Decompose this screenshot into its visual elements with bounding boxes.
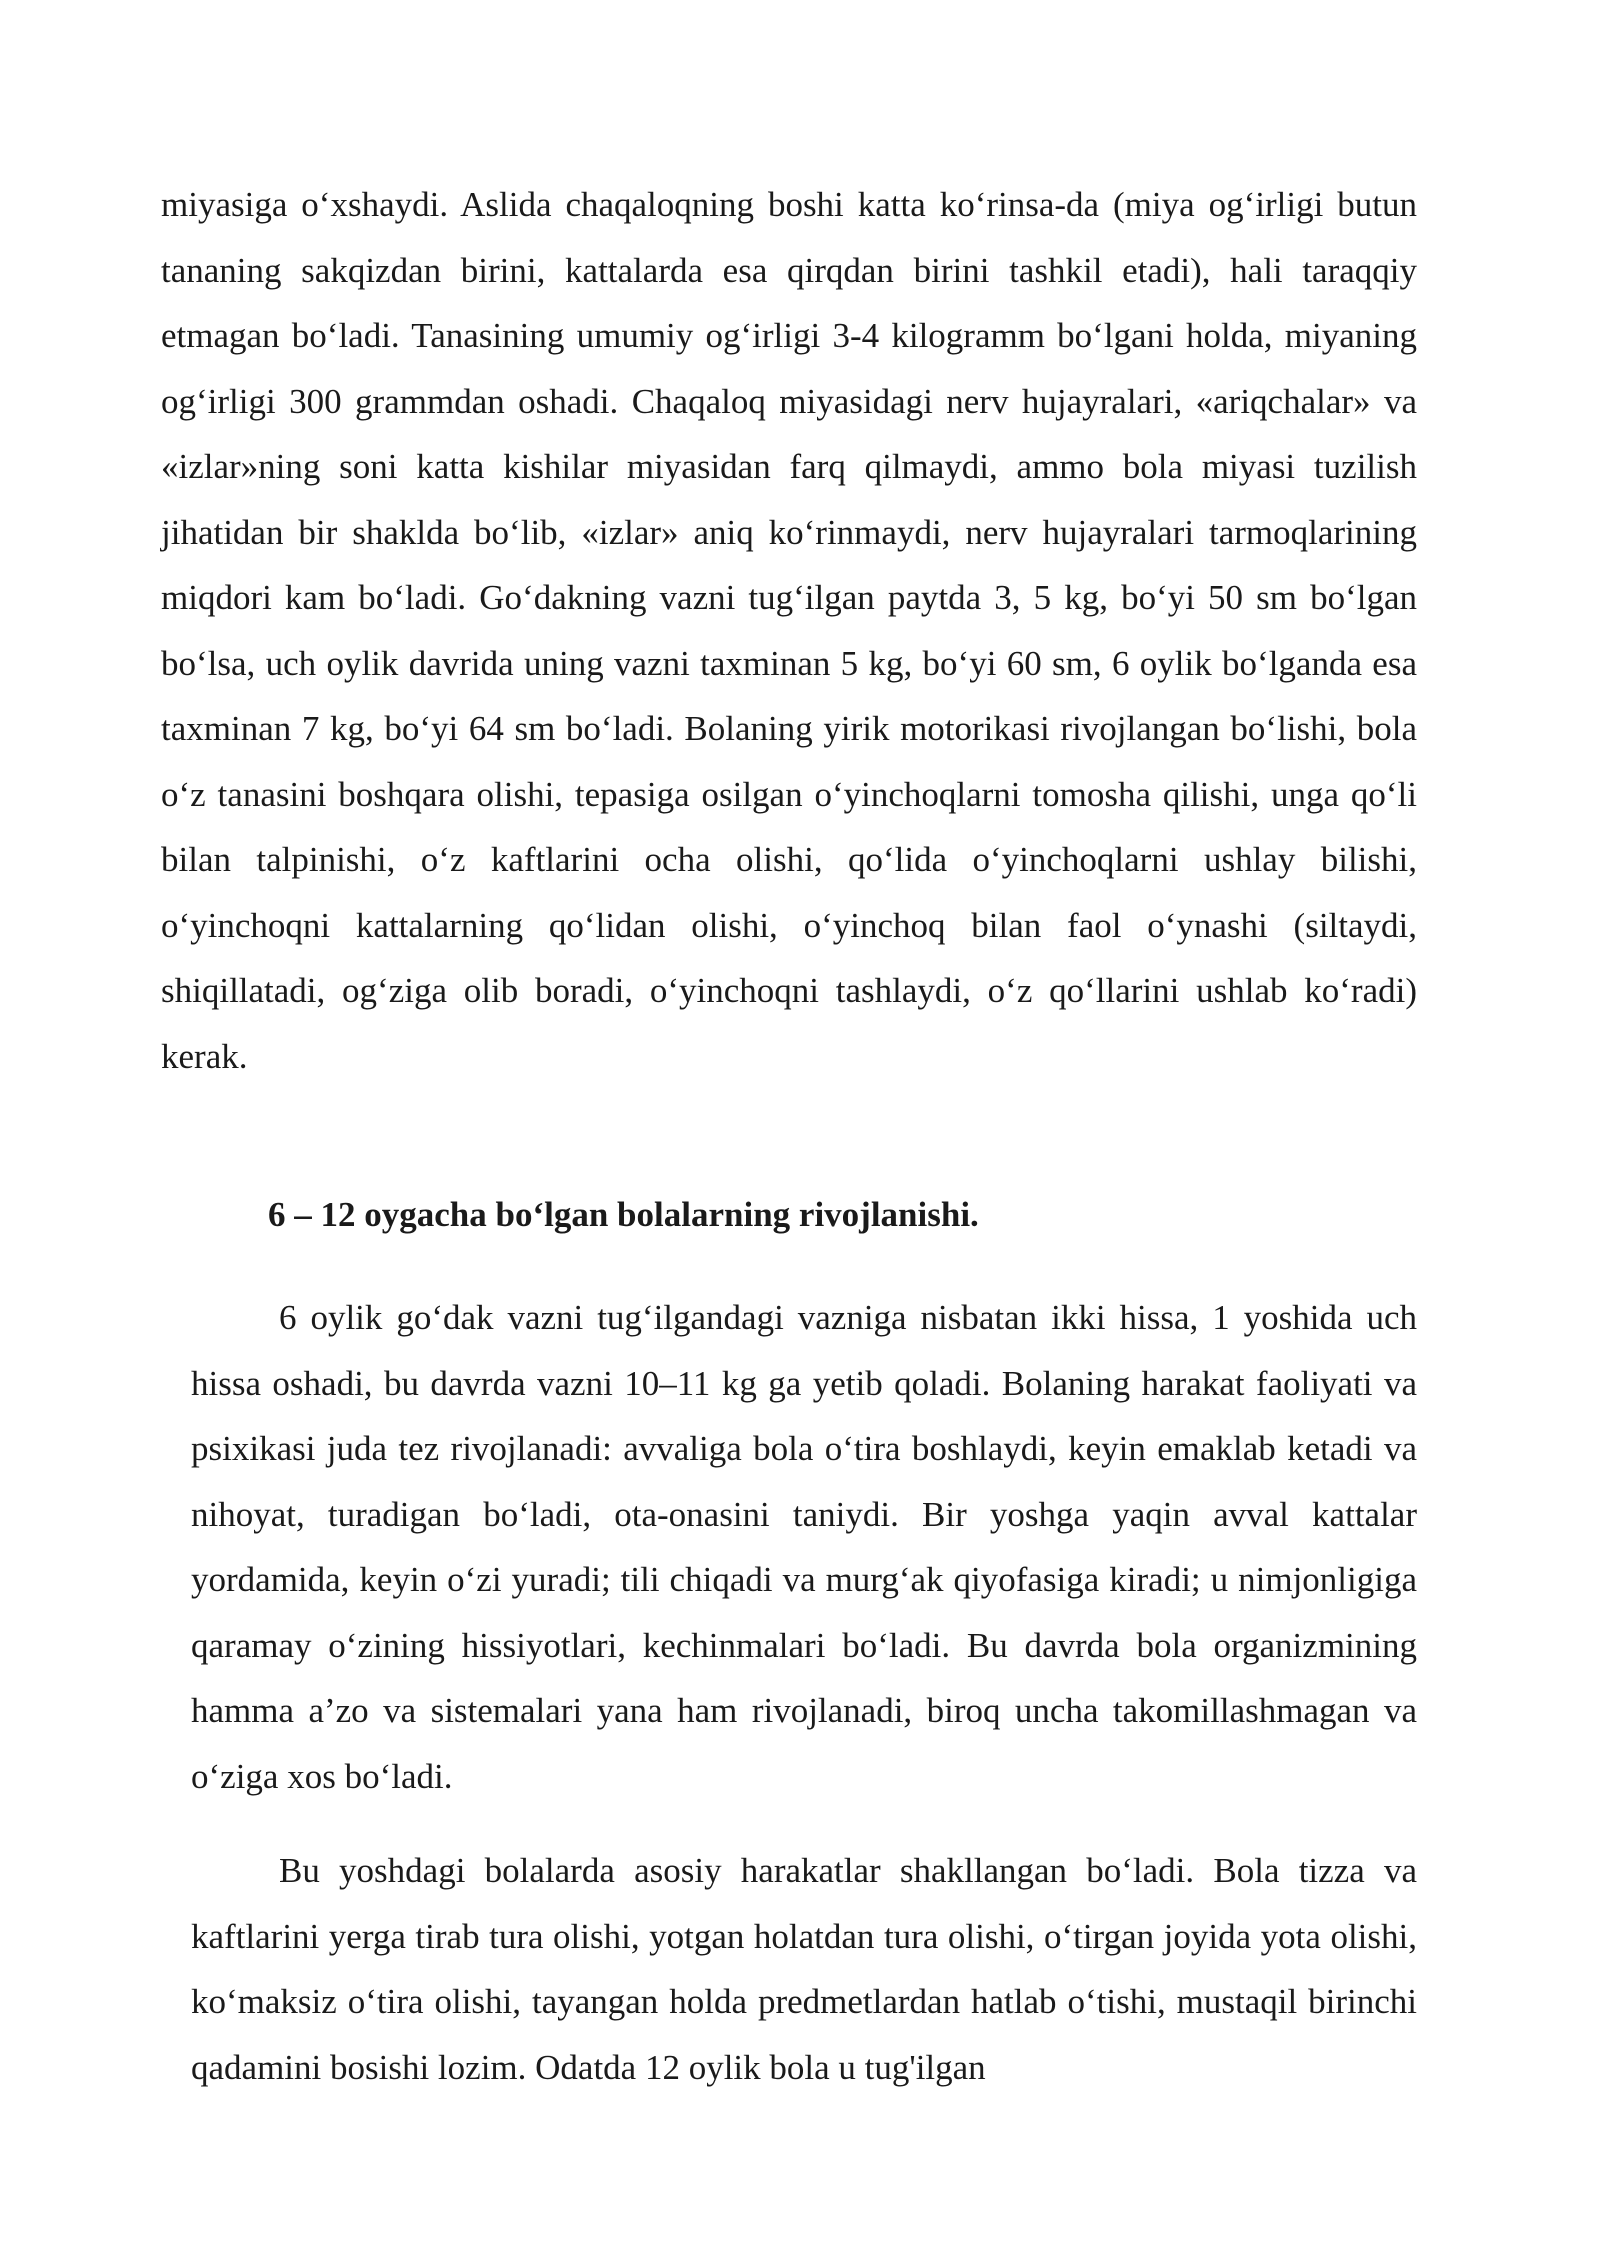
body-paragraph-2: 6 oylik go‘dak vazni tug‘ilgandagi vazniga nisbatan ikki hissa, 1 yoshida uch hissa oshadi, bu davrda vazni 10–11 kg ga yetib qoladi. Bolaning harakat faoliyati va psixikasi juda tez rivojlanadi: avvaliga bola o‘tira boshlaydi, keyin emaklab ketadi va nihoyat, turadigan bo‘ladi, ota-onasini taniydi. Bir yoshga yaqin avval kattalar yordamida, keyin o‘zi yuradi; tili chiqadi va murg‘ak qiyofasiga kiradi; u nimjonligiga qaramay o‘zining hissiyotlari, kechinmalari bo‘ladi. Bu davrda bola organizmining hamma a’zo va sistemalari yana ham rivojlanadi, biroq uncha takomillashmagan va o‘ziga xos bo‘ladi. (191, 1298, 1417, 1796)
body-paragraph-3: Bu yoshdagi bolalarda asosiy harakatlar shakllangan bo‘ladi. Bola tizza va kaftlarini yerga tirab tura olishi, yotgan holatdan tura olishi, o‘tirgan joyida yota olishi, ko‘maksiz o‘tira olishi, tayangan holda predmetlardan hatlab o‘tishi, mustaqil birinchi qadamini bosishi lozim. Odatda 12 oylik bola u tug'ilgan (191, 1851, 1417, 2087)
section-heading: 6 – 12 oygacha bo‘lgan bolalarning rivojlanishi. (268, 1195, 979, 1234)
body-paragraph-1: miyasiga o‘xshaydi. Aslida chaqaloqning boshi katta ko‘rinsa-da (miya og‘irligi butun tananing sakqizdan birini, kattalarda esa qirqdan birini tashkil etadi), hali taraqqiy etmagan bo‘ladi. Tanasining umumiy og‘irligi 3-4 kilogramm bo‘lgani holda, miyaning og‘irligi 300 grammdan oshadi. Chaqaloq miyasidagi nerv hujayralari, «ariqchalar» va «izlar»ning soni katta kishilar miyasidan farq qilmaydi, ammo bola miyasi tuzilish jihatidan bir shaklda bo‘lib, «izlar» aniq ko‘rinmaydi, nerv hujayralari tarmoqlarining miqdori kam bo‘ladi. Go‘dakning vazni tug‘ilgan paytda 3, 5 kg, bo‘yi 50 sm bo‘lgan bo‘lsa, uch oylik davrida uning vazni taxminan 5 kg, bo‘yi 60 sm, 6 oylik bo‘lganda esa taxminan 7 kg, bo‘yi 64 sm bo‘ladi. Bolaning yirik motorikasi rivojlangan bo‘lishi, bola o‘z tanasini boshqara olishi, tepasiga osilgan o‘yinchoqlarni tomosha qilishi, unga qo‘li bilan talpinishi, o‘z kaftlarini ocha olishi, qo‘lida o‘yinchoqlarni ushlay bilishi, o‘yinchoqni kattalarning qo‘lidan olishi, o‘yinchoq bilan faol o‘ynashi (siltaydi, shiqillatadi, og‘ziga olib boradi, o‘yinchoqni tashlaydi, o‘z qo‘llarini ushlab ko‘radi) kerak. (161, 185, 1417, 1076)
